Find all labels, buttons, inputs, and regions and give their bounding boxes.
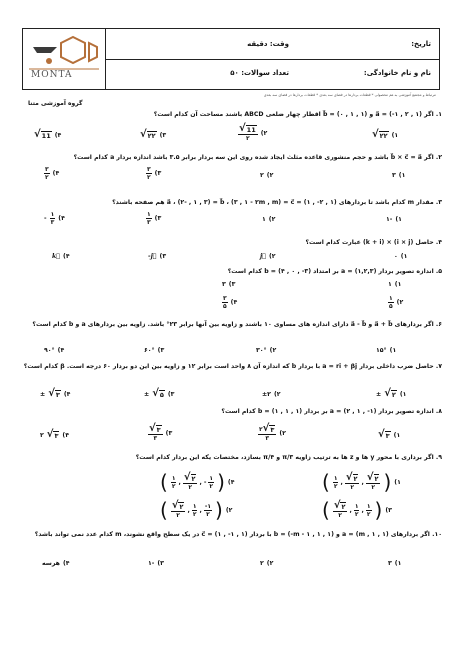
q8-option-4[interactable]: ۲ √ ۳ (۴	[40, 429, 70, 440]
question-2: ۲. اگر b⃗ × c⃗ = a⃗ باشد و حجم منشوری قاعده مثلث ایجاد شده روی این سه بردار برابر ۳.۵ باشد اندازه بردار a کدام است؟	[73, 154, 442, 161]
question-3: ۳. مقدار m کدام باشد تا بردارهای (۱ , ۲- , ۱) = a⃗ ، (۲- , ۱ , ۳) = b⃗ ، (۳ , ۱ - ۲m , m) = c⃗ هم صفحه باشند؟	[112, 199, 442, 206]
q4-option-3[interactable]: -j⃗ (۳	[148, 253, 167, 260]
q9-option-2[interactable]: ( √ ۲ ۲ , $\frac{۱}{۲}$ , $\frac{-۱}{۲}$ ) (۲	[160, 498, 233, 522]
q10-option-1[interactable]: ۳ (۱	[388, 560, 402, 567]
q2-option-3[interactable]: $\frac{۳}{۲}$ (۳	[147, 166, 162, 181]
q4-option-4[interactable]: k⃗ (۴	[52, 253, 70, 260]
q5-option-3[interactable]: ۳ (۳	[222, 281, 236, 288]
q1-option-4[interactable]: √ 11 (۴	[34, 129, 62, 140]
q8-option-2[interactable]: ۲ √ ۳ ۳ (۲	[259, 423, 286, 442]
q2-option-1[interactable]: ۳ (۱	[392, 172, 406, 179]
date-label: تاریخ:	[411, 40, 431, 48]
q9-option-3[interactable]: ( √ ۲ ۲ , $\frac{۱}{۲}$ , $\frac{۱}{۲}$ ) (۳	[322, 498, 392, 522]
q7-option-4[interactable]: ± √ ۳ (۴	[40, 388, 71, 399]
question-count-label: تعداد سوالات: ۵۰	[230, 69, 289, 77]
q10-option-3[interactable]: ۱- (۳	[148, 560, 164, 567]
q8-option-1[interactable]: √ ۳ (۱	[378, 429, 401, 440]
q9-option-1[interactable]: ( $\frac{۱}{۲}$ , √ ۲ ۲ , √ ۲ ۲ ) (۱	[322, 470, 401, 494]
question-7: ۷. حاصل ضرب داخلی بردار a = ri + βj با بردار b که اندازه آن ۸ واحد است برابر ۱۲ و زاویه بین این دو بردار ۶۰ درجه است. β کدام است؟	[23, 363, 442, 370]
question-1: ۱. اگر (۱ , ۲ , ۱-) = a⃗ و (۱ , ۱ , ۰) = b⃗ اقطار چهار ضلعی ABCD باشند مساحت آن کدام است؟	[153, 111, 442, 118]
question-9: ۹. اگر برداری با محور y ها و z ها به ترتیب زاویه π/۳ و π/۴ بسازد، مختصات یکه این بردار کدام است؟	[135, 454, 442, 461]
q6-option-2[interactable]: ۳۰° (۲	[256, 347, 277, 354]
q7-option-1[interactable]: ± √ ۲ (۱	[376, 388, 407, 399]
q1-option-3[interactable]: √ ۲۲ (۳	[140, 129, 167, 140]
q10-option-2[interactable]: ۲ (۲	[260, 560, 274, 567]
q2-option-4[interactable]: $\frac{۳}{۲}$ (۴	[45, 166, 60, 181]
q5-option-2[interactable]: $\frac{۱}{۵}$ (۲	[389, 295, 404, 310]
q7-option-3[interactable]: ± √ ۵ (۳	[144, 388, 175, 399]
q3-option-4[interactable]: - $\frac{۱}{۳}$ (۴	[44, 211, 65, 226]
question-10: ۱۰. اگر بردارهای (۱ , m , ۱) = a و (۱ , m - ۱ , ۱-) = b با بردار (۱ , ۱- , ۱) = c⃗ در یک سطح واقع نشوند، m کدام عدد نمی تواند باشد؟	[34, 531, 442, 538]
exam-header	[22, 28, 440, 90]
header-divider-horizontal	[105, 59, 439, 60]
q4-option-1[interactable]: ۰ (۱	[394, 253, 408, 260]
q6-option-1[interactable]: ۱۵° (۱	[376, 347, 397, 354]
q1-option-1[interactable]: √ ۲۲ (۱	[372, 129, 399, 140]
q5-option-1[interactable]: ۱ (۱	[388, 281, 402, 288]
q3-option-2[interactable]: ۱ (۲	[262, 216, 276, 223]
question-4: ۴. حاصل (i × j) × (k + i) عبارت کدام است؟	[305, 239, 442, 246]
header-small-print: مرتباط و مجتمع آموزشی به هم محصولی * قطعات بردارها در فضای سه بعدی * قطعات بردارها در فضای سه بعدی	[263, 93, 436, 97]
time-label: وقت: دقیقه	[247, 40, 289, 48]
q3-option-1[interactable]: ۱- (۱	[386, 216, 402, 223]
q1-option-2[interactable]: √ 11 ۲ (۲	[239, 123, 268, 142]
q9-option-4[interactable]: ( $\frac{۱}{۲}$ , √ ۲ ۲ , - $\frac{۱}{۲}$ ) (۴	[160, 470, 235, 494]
q2-option-2[interactable]: ۲ (۲	[260, 172, 274, 179]
logo-text: MONTA	[31, 70, 73, 80]
question-6: ۶. اگر بردارهای a⃗ + b⃗ و a⃗ - b⃗ دارای اندازه های مساوی ۱۰ باشند و زاویه بین آنها برابر ۲۳° باشد. زاویه بین بردارهای a و b کدام است؟	[32, 321, 442, 328]
q8-option-3[interactable]: √ ۳ ۳ (۳	[149, 423, 173, 442]
name-label: نام و نام خانوادگی:	[363, 69, 431, 77]
q5-option-4[interactable]: $\frac{۳}{۵}$ (۴	[223, 295, 238, 310]
q3-option-3[interactable]: $\frac{۱}{۳}$ (۳	[147, 211, 162, 226]
question-5: ۵. اندازه تصویر بردار (۱,۲,۳) = a بر امتداد (۳- , ۰ , ۴) = b کدام است؟	[227, 268, 442, 275]
q7-option-2[interactable]: ±۲ (۲	[262, 391, 281, 398]
q6-option-4[interactable]: ۹۰° (۴	[44, 347, 65, 354]
q4-option-2[interactable]: j⃗ (۲	[260, 253, 276, 260]
group-name: گروه آموزشی متنا	[28, 100, 83, 107]
q6-option-3[interactable]: ۶۰° (۳	[144, 347, 165, 354]
q10-option-4[interactable]: هرسه (۴	[42, 560, 70, 567]
question-8: ۸. اندازه تصویر بردار (۱- , ۱ , ۲) = a بر بردار (۱ , ۱ , ۱) = b کدام است؟	[221, 408, 442, 415]
